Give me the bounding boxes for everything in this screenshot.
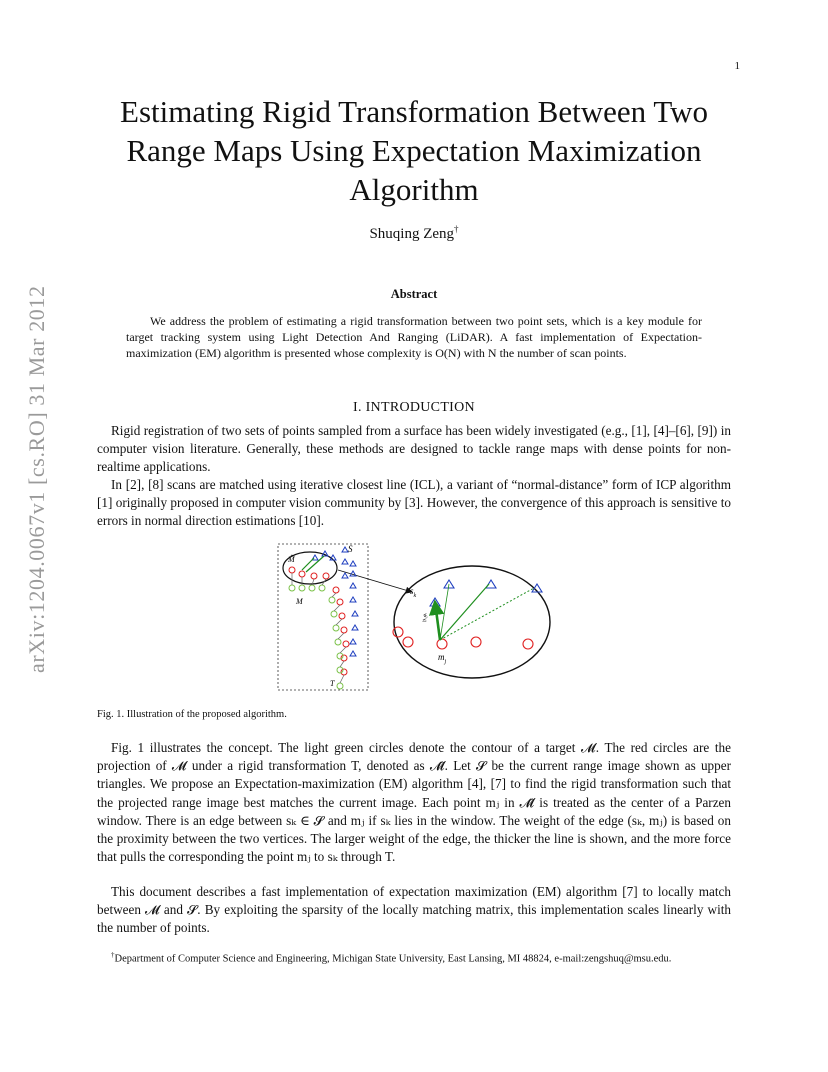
label-m-hat: M̂ xyxy=(288,555,295,564)
abstract-heading: Abstract xyxy=(390,287,438,301)
weight-arrow-dotted xyxy=(440,588,534,640)
label-s-k-base: s xyxy=(410,586,414,596)
label-s-k-subscript: k xyxy=(413,593,417,599)
footnote xyxy=(97,948,731,967)
body-paragraph-2: This document describes a fast implementation of expectation maximization (EM) algorithm [7] to locally match between 𝓜 and 𝓢. By exploiting the sparsity of the locally matching matrix, this implementation scales linearly with the number of points. xyxy=(97,884,731,936)
arxiv-identifier: arXiv:1204.0067v1 [cs.RO] 31 Mar 2012 xyxy=(24,285,49,673)
zoom-circles xyxy=(393,627,533,649)
intro-paragraph-1: Rigid registration of two sets of points sampled from a surface has been widely investigated (e.g., [1], [4]–[6], [9]) in computer vision literature. Generally, these methods are designed to tackle range maps with dense points for non-realtime applications. xyxy=(97,423,731,475)
figure-caption: Fig. 1. Illustration of the proposed algorithm. xyxy=(97,709,287,720)
label-m-j-base: m xyxy=(438,652,445,662)
label-m: M xyxy=(296,597,303,606)
label-t: T xyxy=(330,679,335,688)
label-w-kj xyxy=(419,612,431,624)
figure-illustration xyxy=(270,540,570,700)
footnote-text: Department of Computer Science and Engineering, Michigan State University, East Lansing, MI 48824, e-mail:zengshuq@msu.edu. xyxy=(114,953,672,965)
paper-title: Estimating Rigid Transformation Between Two Range Maps Using Expectation Maximization Algorithm xyxy=(120,94,708,207)
author-name: Shuqing Zeng xyxy=(369,226,455,242)
section-heading: I. INTRODUCTION xyxy=(353,400,475,415)
label-s-k xyxy=(410,586,417,599)
author-footnote-mark: † xyxy=(454,224,459,234)
label-s: S xyxy=(348,544,353,554)
page-number: 1 xyxy=(734,60,740,72)
intro-paragraph-2: In [2], [8] scans are matched using iterative closest line (ICL), a variant of “normal-distance” form of ICP algorithm [1] originally proposed in computer vision community by [3]. However, the convergence of this approach is sensitive to errors in normal direction estimations [10]. xyxy=(97,477,731,529)
small-weight-arrows xyxy=(302,556,324,572)
abstract-text: We address the problem of estimating a rigid transformation between two point sets, which is a key module for target tracking system using Light Detection And Ranging (LiDAR). A fast implementation of Expectation-maximization (EM) algorithm is presented whose complexity is O(N) with N the number of scan points. xyxy=(126,314,702,360)
footnote-mark: † xyxy=(111,951,115,959)
label-m-j xyxy=(438,652,447,665)
author-line xyxy=(80,224,748,243)
label-w-kj-base: w xyxy=(421,611,431,620)
body-paragraph-1: Fig. 1 illustrates the concept. The light green circles denote the contour of a target 𝓜. The red circles are the projection of 𝓜 under a rigid transformation T, denoted as 𝓜̂. Let 𝓢 be the current range image shown as upper triangles. We propose an Expectation-maximization (EM) algorithm [4], [7] to find the rigid transformation such that the projected range image best matches the current image. Each point mⱼ in 𝓜̂ is treated as the center of a Parzen window. There is an edge between sₖ ∈ 𝓢 and mⱼ if sₖ lies in the window. The weight of the edge (sₖ, mⱼ) is based on the proximity between the two vertices. The larger weight of the edge, the thicker the line is shown, and the more force that pulls the corresponding the point mⱼ to sₖ through T. xyxy=(97,740,731,865)
zoom-arrow xyxy=(338,570,412,592)
label-m-j-subscript: j xyxy=(444,659,447,665)
weight-arrow-strong xyxy=(435,602,440,640)
label-w-kj-subscript: kj xyxy=(420,618,427,624)
